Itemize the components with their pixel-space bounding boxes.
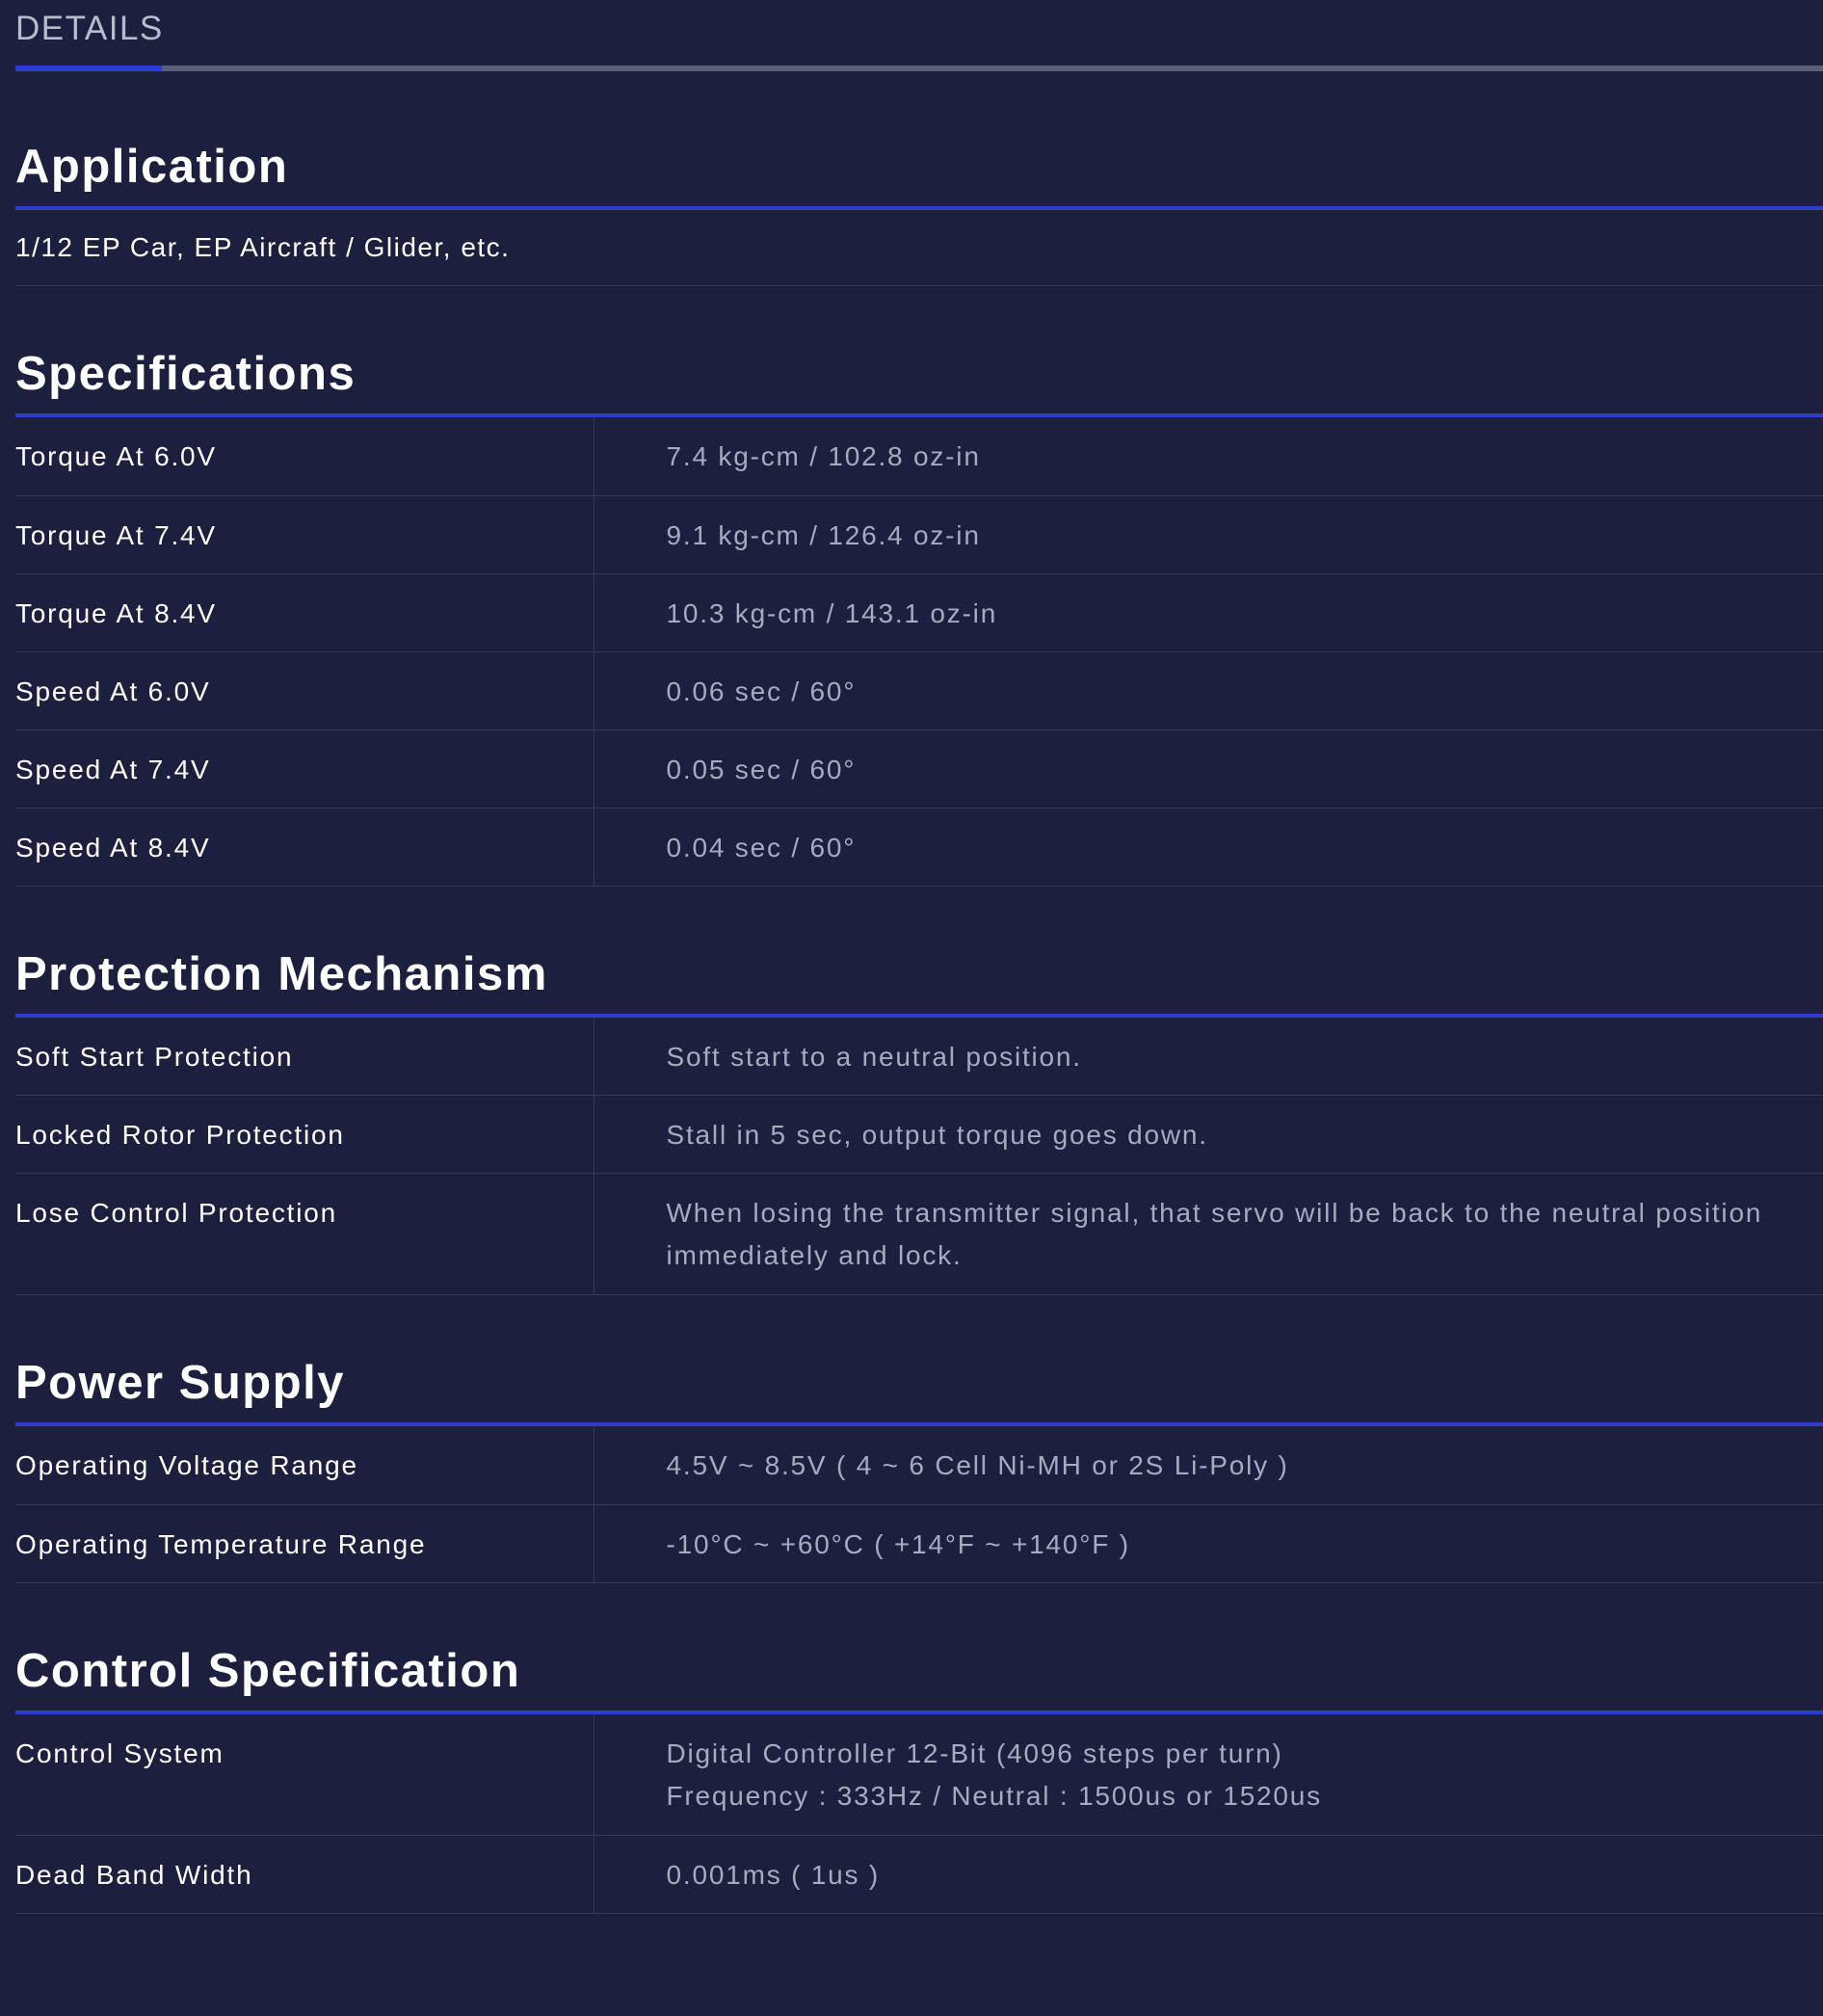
application-section (15, 127, 1823, 286)
spec-label: Operating Voltage Range (15, 1426, 594, 1504)
spec-row (15, 573, 1823, 651)
spec-label: Speed At 6.0V (15, 651, 594, 729)
control-table (15, 1714, 1823, 1915)
spec-value: 0.04 sec / 60° (594, 808, 1823, 886)
protection-table (15, 1018, 1823, 1296)
application-text: 1/12 EP Car, EP Aircraft / Glider, etc. (15, 210, 1823, 286)
spec-value: -10°C ~ +60°C ( +14°F ~ +140°F ) (594, 1504, 1823, 1582)
spec-row (15, 1018, 1823, 1096)
spec-value: Soft start to a neutral position. (594, 1018, 1823, 1096)
spec-label: Dead Band Width (15, 1836, 594, 1914)
spec-label: Locked Rotor Protection (15, 1096, 594, 1174)
protection-title: Protection Mechanism (15, 947, 548, 1000)
spec-row (15, 1174, 1823, 1295)
spec-label: Torque At 6.0V (15, 417, 594, 495)
spec-label: Speed At 7.4V (15, 729, 594, 808)
spec-value: 4.5V ~ 8.5V ( 4 ~ 6 Cell Ni-MH or 2S Li-Poly ) (594, 1426, 1823, 1504)
spec-value: 0.06 sec / 60° (594, 651, 1823, 729)
spec-row (15, 651, 1823, 729)
application-title: Application (15, 141, 289, 193)
protection-section (15, 935, 1823, 1296)
spec-value-line: When losing the transmitter signal, that servo will be back to the neutral position (666, 1198, 1763, 1228)
spec-row (15, 808, 1823, 886)
spec-label: Torque At 7.4V (15, 495, 594, 573)
specifications-title: Specifications (15, 348, 357, 400)
spec-value: 10.3 kg-cm / 143.1 oz-in (594, 573, 1823, 651)
spec-value: 9.1 kg-cm / 126.4 oz-in (594, 495, 1823, 573)
spec-value (594, 1174, 1823, 1295)
tab-details[interactable]: DETAILS (15, 10, 164, 47)
spec-value: 0.05 sec / 60° (594, 729, 1823, 808)
spec-row (15, 729, 1823, 808)
spec-value-line: Digital Controller 12-Bit (4096 steps per turn) (666, 1737, 1283, 1768)
specifications-section (15, 334, 1823, 887)
spec-label: Speed At 8.4V (15, 808, 594, 886)
spec-label: Soft Start Protection (15, 1018, 594, 1096)
details-tab-bar (15, 0, 1823, 73)
control-section (15, 1631, 1823, 1915)
spec-row (15, 1096, 1823, 1174)
spec-label: Lose Control Protection (15, 1174, 594, 1295)
spec-row (15, 1836, 1823, 1914)
spec-row (15, 1426, 1823, 1504)
tab-active-indicator (15, 66, 162, 71)
spec-value-line: immediately and lock. (666, 1240, 963, 1270)
details-content (15, 73, 1823, 1914)
power-table (15, 1426, 1823, 1583)
spec-row (15, 1504, 1823, 1582)
tab-track (15, 66, 1823, 71)
spec-row (15, 417, 1823, 495)
spec-value (594, 1714, 1823, 1836)
spec-row (15, 1714, 1823, 1836)
spec-label: Operating Temperature Range (15, 1504, 594, 1582)
power-title: Power Supply (15, 1357, 346, 1409)
spec-value: Stall in 5 sec, output torque goes down. (594, 1096, 1823, 1174)
spec-value: 0.001ms ( 1us ) (594, 1836, 1823, 1914)
spec-value: 7.4 kg-cm / 102.8 oz-in (594, 417, 1823, 495)
spec-row (15, 495, 1823, 573)
power-section (15, 1343, 1823, 1583)
specifications-table (15, 417, 1823, 887)
spec-value-line: Frequency : 333Hz / Neutral : 1500us or 1520us (666, 1780, 1322, 1811)
control-title: Control Specification (15, 1644, 521, 1697)
spec-label: Torque At 8.4V (15, 573, 594, 651)
spec-label: Control System (15, 1714, 594, 1836)
